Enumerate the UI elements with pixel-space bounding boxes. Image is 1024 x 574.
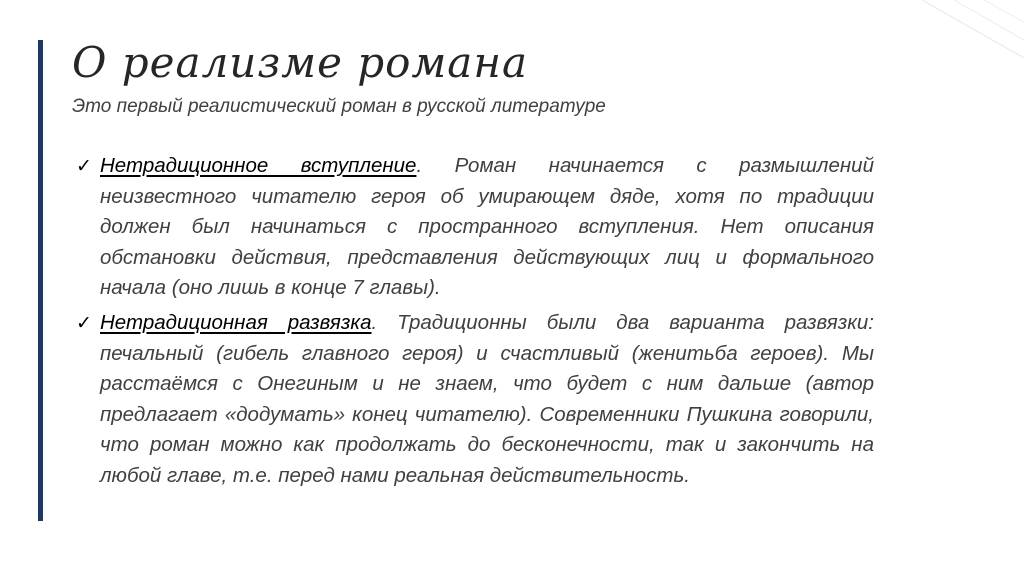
- check-icon: ✓: [76, 312, 92, 334]
- slide-title: О реализме романа: [72, 38, 529, 87]
- corner-frame-decoration: [914, 0, 1024, 70]
- check-icon: ✓: [76, 156, 92, 177]
- bullet-list: [76, 151, 874, 496]
- accent-bar: [38, 40, 43, 521]
- bullet-item-ending: [76, 308, 874, 492]
- bullet-term: Нетрадиционное вступление: [100, 154, 417, 177]
- bullet-text: . Роман начинается с размышлений неизвестного читателю героя об умирающем дяде, хотя по традиции должен был начинаться с пространного вступления. Нет описания обстановки действия, представления действующих лиц и формального начала (оно лишь в конце 7 главы).: [100, 154, 874, 300]
- bullet-item-introduction: [76, 151, 874, 304]
- bullet-term: Нетрадиционная развязка: [100, 310, 372, 334]
- bullet-text: . Традиционны были два варианта развязки: печальный (гибель главного героя) и счастливый (женитьба героев). Мы расстаёмся с Онегиным и не знаем, что будет с ним дальше (автор предлагает «додумать» конец читателю). Современники Пушкина говорили, что роман можно как продолжать до бесконечности, так и закончить на любой главе, т.е. перед нами реальная действительность.: [100, 310, 874, 487]
- slide-subtitle: Это первый реалистический роман в русской литературе: [72, 96, 606, 117]
